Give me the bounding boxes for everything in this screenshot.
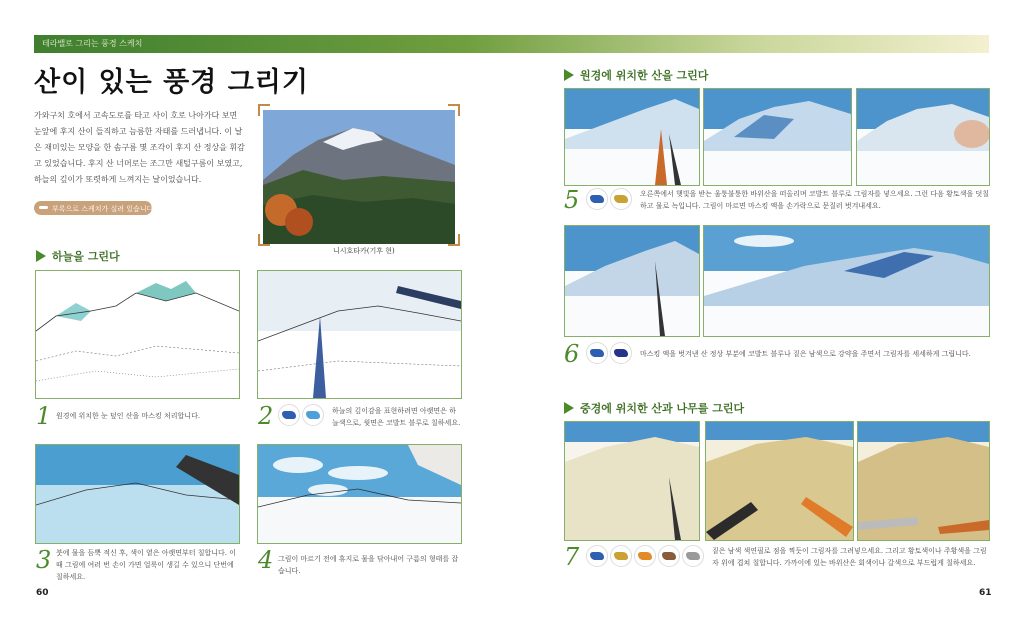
section-heading-far-label: 원경에 위치한 산을 그린다	[580, 69, 709, 82]
step-7-number: 7	[564, 543, 580, 571]
step-6-illustration-b	[703, 225, 990, 337]
step-7-illustration-c	[857, 421, 990, 541]
color-swatch-cobalt-blue	[586, 188, 608, 210]
step-1-illustration	[35, 270, 240, 399]
intro-paragraph: 가와구치 호에서 고속도로를 타고 사이 호로 나아가다 보면 눈앞에 후지 산이 들직하고 늠름한 자태를 드러냅니다. 이 날은 재미있는 모양을 한 솜구름 몇 조각이 후지 산 정상을 휘감고 있었습니다. 후지 산 너머로는 조그만 새털구름이 보였고, 하늘의 깊이가 또렷하게 느껴지는 날이었습니다.	[34, 111, 245, 184]
step-3-illustration	[35, 444, 240, 544]
step-6-caption: 마스킹 액을 벗겨낸 산 정상 부분에 코발트 블루나 짙은 남색으로 강약을 주면서 그림자를 세세하게 그립니다.	[640, 350, 971, 358]
color-swatch-gray	[682, 545, 704, 567]
color-swatch-ochre	[610, 545, 632, 567]
triangle-icon	[564, 402, 574, 414]
page-number-left: 60	[36, 588, 49, 598]
chapter-label: 테라밸로 그리는 풍경 스케치	[42, 39, 143, 48]
mountain-photo	[263, 110, 455, 244]
step-5-illustration-b	[703, 88, 852, 186]
color-swatch-indigo	[610, 342, 632, 364]
swatch-fill	[638, 552, 652, 560]
step-1-caption: 원경에 위치한 눈 덮인 산을 마스킹 처리합니다.	[56, 412, 201, 420]
step-3-number: 3	[36, 546, 52, 574]
swatch-fill	[614, 349, 628, 357]
color-swatch-cobalt-blue	[278, 404, 300, 426]
step-5-caption: 오른쪽에서 햇빛을 받는 울퉁불퉁한 바위산을 떠올리며 코발트 블루로 그림자를 넣으세요. 그런 다음 황토색을 덧칠하고 물로 녹입니다. 그림이 마르면 마스킹 액을 손가락으로 문질러 벗겨내세요.	[640, 190, 989, 210]
page-number-right: 61	[979, 588, 992, 598]
step-3-caption: 붓에 물을 듬뿍 적신 후, 색이 옅은 아랫면부터 칠합니다. 이때 그림에 여러 번 손이 가면 얼룩이 생길 수 있으니 단번에 칠하세요.	[56, 549, 237, 581]
step-2-caption: 하늘의 깊이감을 표현하려면 아랫면은 하늘색으로, 윗면은 코발트 블루로 칠하세요.	[332, 407, 461, 427]
step-7-illustration-a	[564, 421, 700, 541]
color-swatch-cobalt-blue	[586, 545, 608, 567]
step-4-number: 4	[258, 546, 274, 574]
step-5-illustration-a	[564, 88, 700, 186]
step-5-number: 5	[564, 186, 580, 214]
swatch-fill	[306, 411, 320, 419]
step-7-caption: 짙은 남색 색연필로 점을 찍듯이 그림자를 그려넣으세요. 그리고 황토색이나 주황색을 그림자 위에 겹쳐 칠합니다. 가까이에 있는 바위산은 회색이나 갈색으로 부드럽게 칠하세요.	[712, 547, 987, 567]
swatch-fill	[662, 552, 676, 560]
swatch-fill	[686, 552, 700, 560]
step-4-caption: 그림이 마르기 전에 휴지로 물을 닦아내어 구름의 형태를 잡습니다.	[278, 555, 459, 575]
swatch-fill	[590, 195, 604, 203]
section-heading-far-mountain	[564, 67, 708, 83]
triangle-icon	[564, 69, 574, 81]
chapter-band	[34, 35, 989, 53]
step-5-illustration-c	[856, 88, 990, 186]
swatch-fill	[614, 552, 628, 560]
swatch-fill	[590, 349, 604, 357]
appendix-note-label: 부록으로 스케치가 실려 있습니다	[52, 205, 154, 213]
step-7-illustration-b	[705, 421, 854, 541]
swatch-fill	[282, 411, 296, 419]
color-swatch-cobalt-blue	[586, 342, 608, 364]
step-2-illustration	[257, 270, 462, 399]
swatch-fill	[590, 552, 604, 560]
step-4-illustration	[257, 444, 462, 544]
step-6-number: 6	[564, 340, 580, 368]
section-heading-sky	[36, 248, 120, 264]
color-swatch-orange	[634, 545, 656, 567]
section-heading-sky-label: 하늘을 그린다	[52, 250, 120, 263]
triangle-icon	[36, 250, 46, 262]
section-heading-mid-mountain	[564, 400, 744, 416]
page-title: 산이 있는 풍경 그리기	[34, 67, 309, 98]
appendix-note-badge	[34, 201, 152, 215]
color-swatch-sky-blue	[302, 404, 324, 426]
photo-caption: 니시호타카(기후 현)	[333, 247, 395, 255]
section-heading-mid-label: 중경에 위치한 산과 나무를 그린다	[580, 402, 745, 415]
color-swatch-brown	[658, 545, 680, 567]
swatch-fill	[614, 195, 628, 203]
step-2-number: 2	[258, 402, 274, 430]
step-1-number: 1	[36, 402, 52, 430]
step-6-illustration-a	[564, 225, 700, 337]
pencil-icon	[39, 206, 48, 209]
color-swatch-ochre	[610, 188, 632, 210]
